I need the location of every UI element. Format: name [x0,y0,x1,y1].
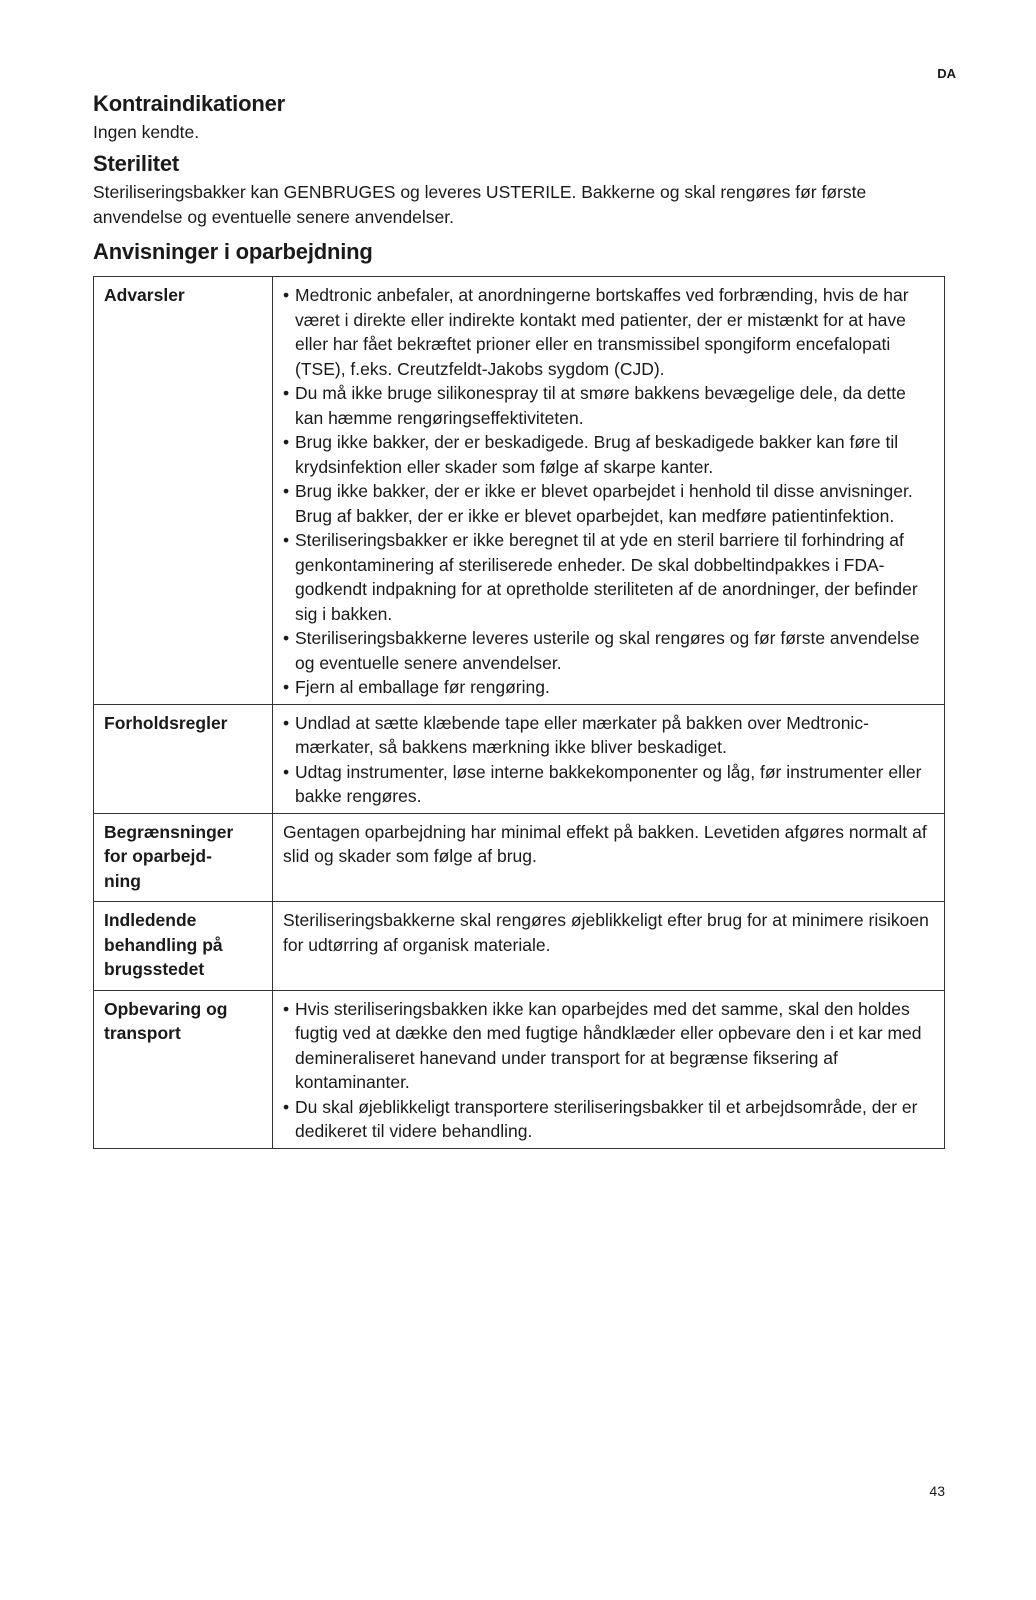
list-item [283,675,934,700]
list-item [283,997,934,1095]
warnings-list [283,283,934,700]
reprocessing-table [93,276,945,1149]
bullet: • [283,383,290,403]
list-item [283,1095,934,1144]
storage-cell [273,990,945,1148]
label-line: Opbevaring og [104,998,228,1019]
table-row [94,813,945,902]
list-item-text: Brug ikke bakker, der er ikke er blevet oparbejdet i henhold til disse anvisninger. Brug af bakker, der er ikke er blevet oparbejdet, kan medføre patientinfektion. [295,481,913,526]
bullet: • [283,677,290,697]
list-item [283,430,934,479]
sterility-heading: Sterilitet [93,151,180,176]
bullet: • [283,530,290,550]
label-line: Indledende [104,910,197,930]
label-line: brugsstedet [104,959,205,979]
label-line: for oparbejd- [104,846,212,866]
list-item [283,528,934,626]
bullet: • [283,285,290,305]
bullet: • [283,712,290,733]
list-item-text: Udtag instrumenter, løse interne bakkekomponenter og låg, før instrumenter eller bakke rengøres. [295,761,922,806]
list-item-text: Steriliseringsbakker er ikke beregnet til at yde en steril barriere til forhindring af genkontaminering af steriliserede enheder. De skal dobbeltindpakkes i FDA-godkendt indpakning for at opretholde steriliteten af de anordninger, der befinder sig i bakken. [295,530,918,624]
reprocessing-heading: Anvisninger i oparbejdning [93,239,373,264]
precautions-cell [273,704,945,813]
list-item [283,381,934,430]
label-line: behandling på [104,934,223,955]
limitations-cell [273,813,945,902]
table-row [94,902,945,991]
limitations-label [94,813,273,902]
list-item [283,711,934,760]
table-row [94,990,945,1148]
precautions-list [283,711,934,809]
sterility-text: Steriliseringsbakker kan GENBRUGES og leveres USTERILE. Bakkerne og skal rengøres før første anvendelse og eventuelle senere anvendelser. [93,182,867,227]
initial-treatment-cell [273,902,945,991]
list-item-text: Brug ikke bakker, der er beskadigede. Brug af beskadigede bakker kan føre til krydsinfektion eller skader som følge af skarpe kanter. [295,432,899,477]
bullet: • [283,628,290,648]
page-number: 43 [929,1483,945,1499]
label-line: ning [104,870,141,891]
storage-list [283,997,934,1144]
storage-label [94,990,273,1148]
label-line: transport [104,1023,181,1043]
list-item-text: Fjern al emballage før rengøring. [295,677,550,697]
document-body [93,86,945,1149]
contraindications-text: Ingen kendte. [93,122,200,142]
limitations-text: Gentagen oparbejdning har minimal effekt på bakken. Levetiden afgøres normalt af slid og skader som følge af brug. [283,821,927,866]
list-item [283,760,934,809]
list-item-text: Hvis steriliseringsbakken ikke kan oparbejdes med det samme, skal den holdes fugtig ved at dække den med fugtige håndklæder eller opbevare den i et kar med demineraliseret hanevand under transport for at begrænse fiksering af kontaminanter. [295,998,922,1092]
bullet: • [283,481,290,501]
bullet: • [283,432,290,452]
contraindications-heading: Kontraindikationer [93,91,285,116]
bullet: • [283,998,290,1019]
label-line: Begrænsninger [104,821,234,842]
language-code: DA [937,66,956,81]
list-item [283,283,934,381]
list-item-text: Du må ikke bruge silikonespray til at smøre bakkens bevægelige dele, da dette kan hæmme rengøringseffektiviteten. [295,383,906,428]
initial-treatment-label [94,902,273,991]
list-item-text: Undlad at sætte klæbende tape eller mærkater på bakken over Medtronic-mærkater, så bakkens mærkning ikke bliver beskadiget. [295,712,869,757]
list-item-text: Du skal øjeblikkeligt transportere steriliseringsbakker til et arbejdsområde, der er dedikeret til videre behandling. [295,1096,918,1141]
list-item-text: Steriliseringsbakkerne leveres usterile og skal rengøres og før første anvendelse og eventuelle senere anvendelser. [295,628,920,673]
list-item-text: Medtronic anbefaler, at anordningerne bortskaffes ved forbrænding, hvis de har været i direkte eller indirekte kontakt med patienter, der er mistænkt for at have eller har fået bekræftet prioner eller en transmissibel spongiform encefalopati (TSE), f.eks. Creutzfeldt-Jakobs sygdom (CJD). [295,285,909,379]
warnings-cell [273,277,945,705]
bullet: • [283,1096,290,1117]
table-row [94,704,945,813]
list-item [283,626,934,675]
precautions-label: Forholdsregler [94,704,273,813]
table-row [94,277,945,705]
list-item [283,479,934,528]
initial-treatment-text: Steriliseringsbakkerne skal rengøres øjeblikkeligt efter brug for at minimere risikoen for udtørring af organisk materiale. [283,910,929,955]
warnings-label: Advarsler [94,277,273,705]
bullet: • [283,761,290,782]
